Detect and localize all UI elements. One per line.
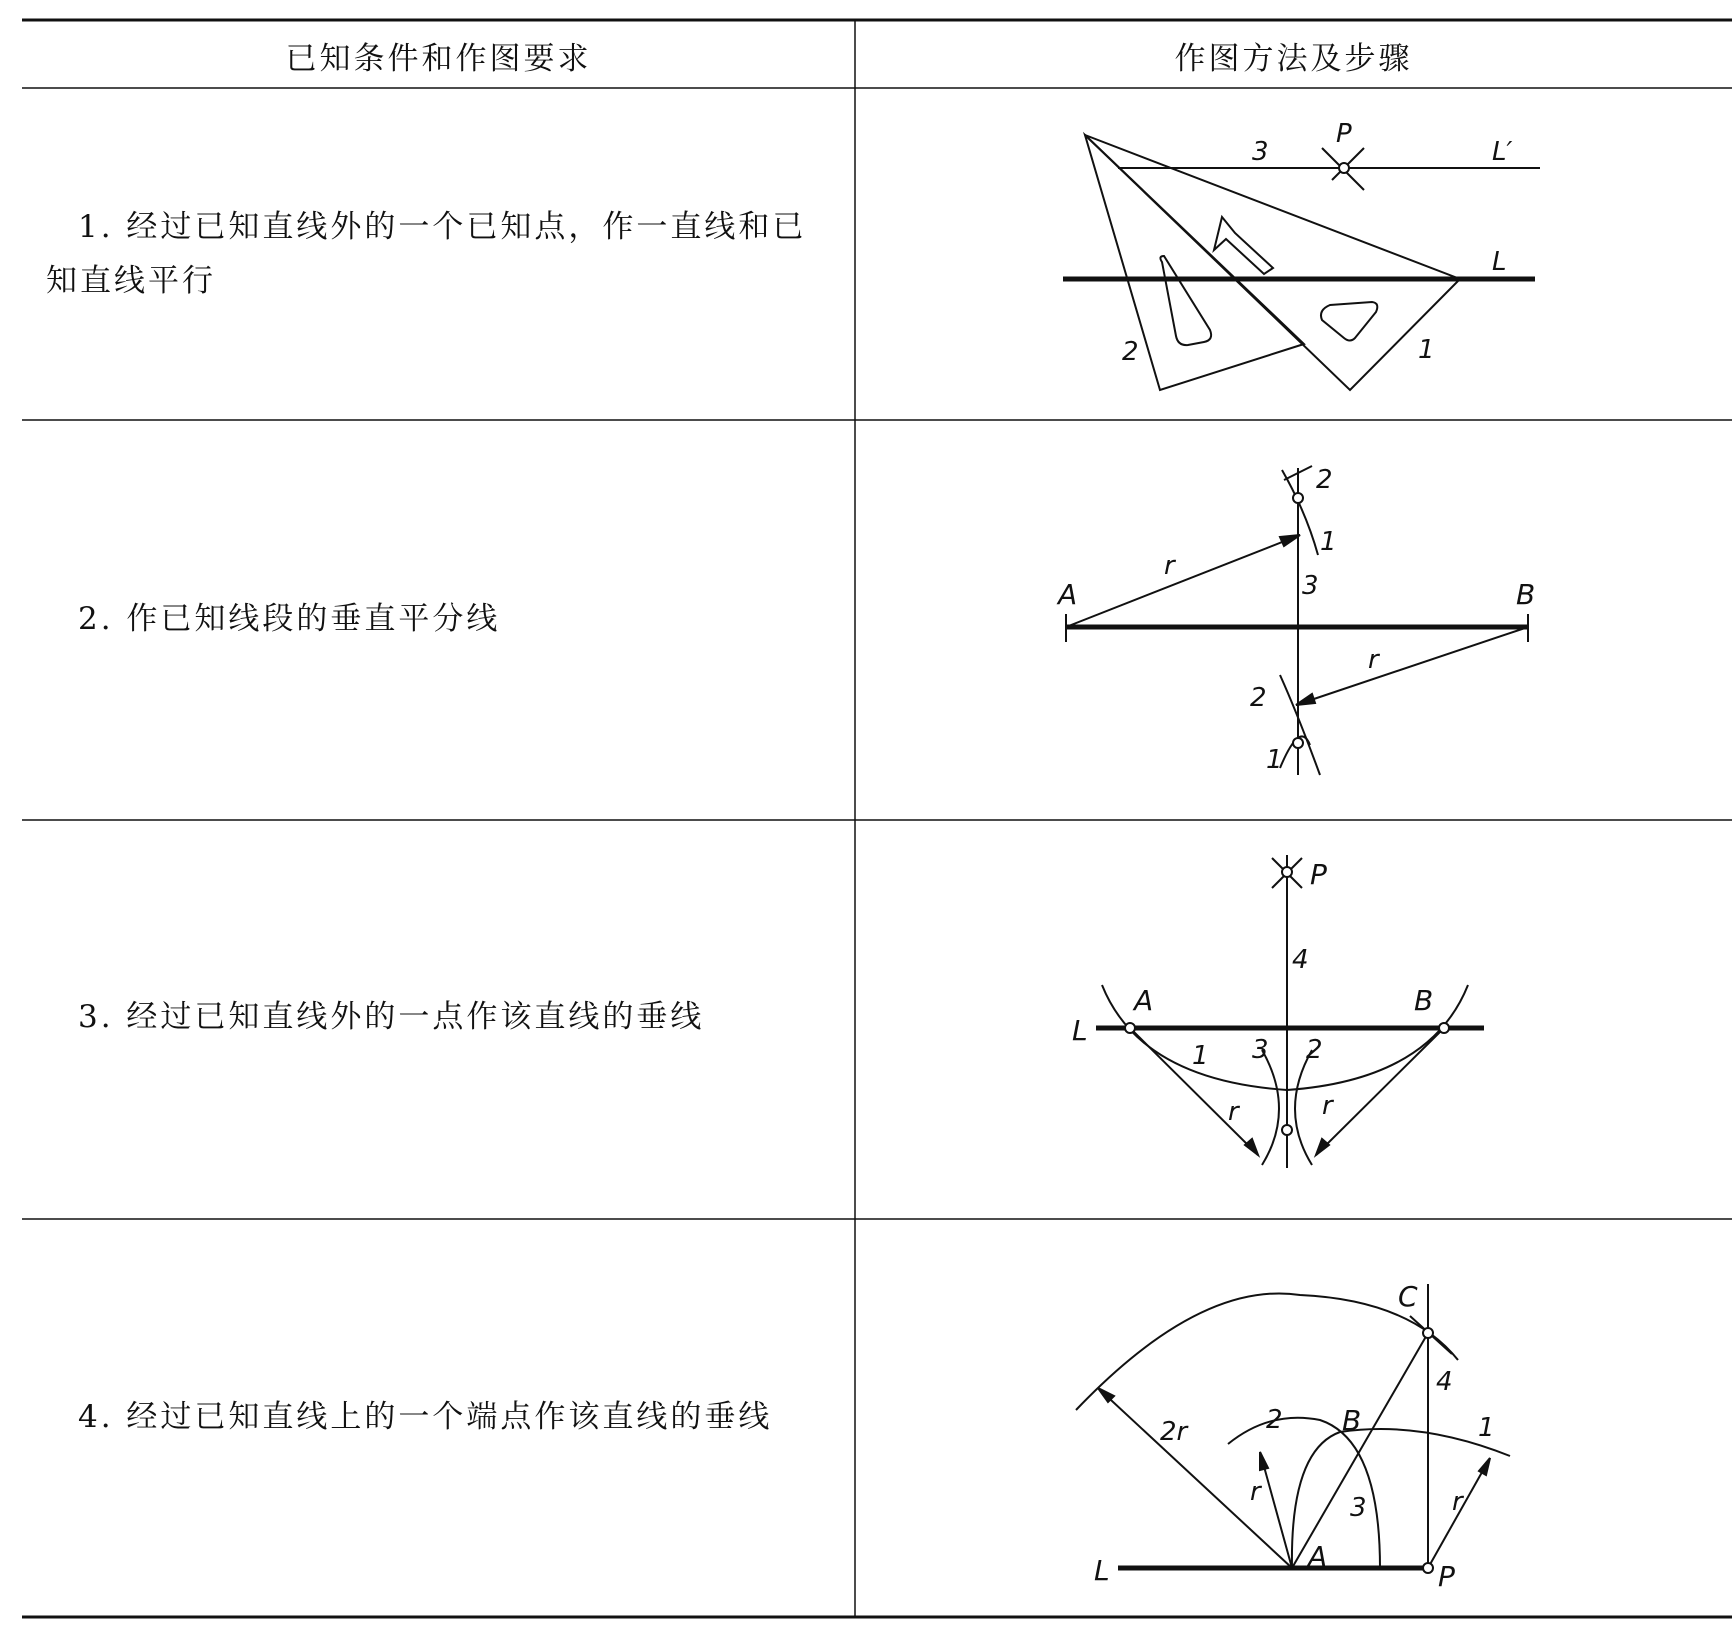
arrowhead-r-left [1260, 1452, 1268, 1470]
label-step-3: 3 [1302, 571, 1319, 601]
label-point-A: A [1308, 1540, 1328, 1573]
label-r-left: r [1250, 1477, 1261, 1507]
arrowhead-r-right [1479, 1458, 1490, 1475]
label-step-2: 2 [1306, 1035, 1323, 1065]
label-step-2: 2 [1266, 1405, 1283, 1435]
label-point-B: B [1414, 984, 1434, 1017]
label-2r: 2r [1160, 1417, 1188, 1447]
radius-2r [1098, 1388, 1292, 1568]
label-r-left: r [1228, 1097, 1239, 1127]
label-step-1: 1 [1478, 1413, 1495, 1443]
label-upper-2: 2 [1316, 465, 1333, 495]
label-step-1: 1 [1192, 1041, 1209, 1071]
label-r-upper: r [1164, 551, 1175, 581]
label-line-L: L [1094, 1554, 1110, 1587]
label-lower-2: 2 [1250, 683, 1267, 713]
requirement-3: 3. 经过已知直线外的一点作该直线的垂线 [78, 999, 705, 1035]
header-conditions: 已知条件和作图要求 [285, 40, 592, 77]
label-point-P: P [1336, 119, 1352, 149]
label-step-3: 3 [1252, 1035, 1269, 1065]
point-P [1423, 1563, 1433, 1573]
requirement-1: 1. 经过已知直线外的一个已知点，作一直线和已知直线平行 [46, 209, 807, 299]
line-A-to-C [1292, 1333, 1428, 1568]
label-point-C: C [1398, 1280, 1418, 1313]
label-line-L-prime: L′ [1492, 137, 1513, 167]
label-line-L: L [1072, 1014, 1088, 1047]
requirement-4: 4. 经过已知直线上的一个端点作该直线的垂线 [78, 1399, 773, 1435]
label-point-B: B [1342, 1404, 1362, 1437]
label-r-right: r [1452, 1487, 1463, 1517]
label-step-3: 3 [1252, 137, 1269, 167]
label-step-3: 3 [1350, 1493, 1367, 1523]
label-upper-1: 1 [1320, 527, 1337, 557]
label-point-P: P [1310, 858, 1327, 891]
label-point-P: P [1438, 1560, 1455, 1593]
header-method: 作图方法及步骤 [1174, 40, 1413, 77]
label-step-4: 4 [1292, 945, 1309, 975]
label-step-2: 2 [1122, 337, 1139, 367]
label-lower-1: 1 [1266, 745, 1283, 775]
label-line-L: L [1492, 247, 1507, 277]
point-C [1423, 1328, 1433, 1338]
label-point-A: A [1134, 984, 1154, 1017]
label-point-A: A [1058, 578, 1078, 611]
label-r-right: r [1322, 1091, 1333, 1121]
label-r-lower: r [1368, 645, 1379, 675]
label-step-4: 4 [1436, 1367, 1453, 1397]
requirement-2: 2. 作已知线段的垂直平分线 [78, 601, 501, 637]
label-point-B: B [1516, 578, 1536, 611]
label-step-1: 1 [1418, 335, 1435, 365]
arc-2r-guide [1074, 1299, 1452, 1412]
